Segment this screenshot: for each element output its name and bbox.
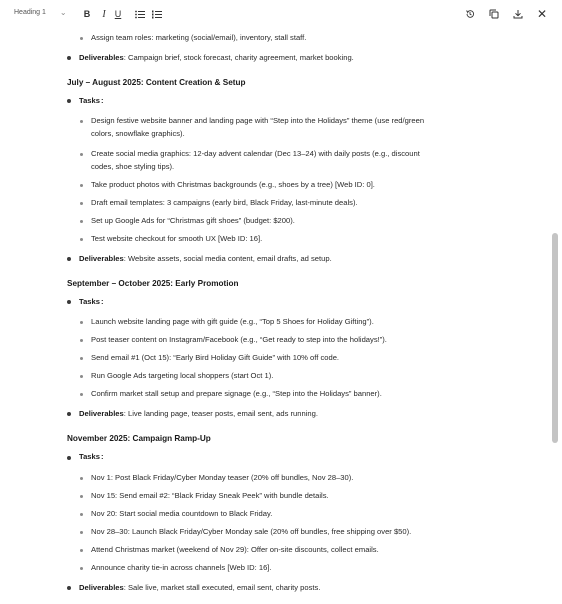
list-item: Assign team roles: marketing (social/email), inventory, stall staff. [91, 33, 307, 42]
tasks-colon: : [101, 297, 104, 306]
download-icon [513, 9, 523, 19]
deliverables-text: : Sale live, market stall executed, email sent, charity posts. [123, 583, 321, 592]
list-item: Attend Christmas market (weekend of Nov 29): Offer on-site discounts, collect emails. [91, 545, 379, 554]
bullet-icon [80, 153, 83, 156]
deliverables-label: Deliverables [79, 583, 124, 592]
deliverables-line [79, 254, 332, 264]
underline-button[interactable]: U [114, 9, 122, 19]
bulleted-list-button[interactable] [133, 6, 147, 22]
heading-style-value: Heading 1 [14, 9, 46, 16]
copy-button[interactable] [486, 6, 502, 22]
tasks-colon: : [101, 452, 104, 461]
list-item-continuation: colors, snowflake graphics). [91, 129, 185, 138]
list-item: Run Google Ads targeting local shoppers (start Oct 1). [91, 371, 274, 380]
bullet-icon [80, 321, 83, 324]
list-item: Nov 15: Send email #2: “Black Friday Sneak Peek” with bundle details. [91, 491, 329, 500]
scrollbar-thumb[interactable] [552, 233, 558, 443]
bullet-icon [67, 257, 71, 261]
close-button[interactable]: ✕ [536, 7, 548, 21]
list-item: Set up Google Ads for “Christmas gift shoes” (budget: $200). [91, 216, 295, 225]
deliverables-label: Deliverables [79, 254, 124, 263]
bullet-icon [80, 393, 83, 396]
heading-style-select[interactable] [14, 8, 67, 17]
bullet-icon [80, 375, 83, 378]
list-item: Nov 1: Post Black Friday/Cyber Monday teaser (20% off bundles, Nov 28–30). [91, 473, 354, 482]
bullet-icon [80, 37, 83, 40]
bullet-icon [80, 339, 83, 342]
list-item: Take product photos with Christmas backgrounds (e.g., shoes by a tree) [Web ID: 0]. [91, 180, 375, 189]
bullet-icon [67, 456, 71, 460]
numbered-list-icon [152, 10, 162, 19]
numbered-list-button[interactable] [150, 6, 164, 22]
list-item: Create social media graphics: 12-day advent calendar (Dec 13–24) with daily posts (e.g., discount [91, 149, 420, 158]
list-item: Post teaser content on Instagram/Facebook (e.g., “Get ready to step into the holidays!”). [91, 335, 387, 344]
deliverables-label: Deliverables [79, 409, 124, 418]
bullet-icon [80, 513, 83, 516]
bullet-icon [67, 586, 71, 590]
bullet-icon [67, 56, 71, 60]
deliverables-label: Deliverables [79, 53, 124, 62]
bold-button[interactable]: B [83, 9, 91, 19]
list-item: Launch website landing page with gift guide (e.g., “Top 5 Shoes for Holiday Gifting”). [91, 317, 374, 326]
italic-button[interactable]: I [102, 8, 106, 20]
list-item: Send email #1 (Oct 15): “Early Bird Holiday Gift Guide” with 10% off code. [91, 353, 340, 362]
deliverables-text: : Live landing page, teaser posts, email sent, ads running. [123, 409, 318, 418]
bullet-icon [80, 120, 83, 123]
chevron-down-icon: ⌄ [59, 8, 67, 17]
bullet-icon [80, 549, 83, 552]
bullet-icon [80, 495, 83, 498]
tasks-label: Tasks [79, 96, 100, 105]
document-body [0, 26, 550, 604]
list-item: Draft email templates: 3 campaigns (early bird, Black Friday, last-minute deals). [91, 198, 358, 207]
bullet-icon [80, 567, 83, 570]
deliverables-line [79, 53, 354, 63]
deliverables-text: : Campaign brief, stock forecast, charity agreement, market booking. [123, 53, 354, 62]
bulleted-list-icon [135, 10, 145, 19]
bullet-icon [80, 531, 83, 534]
list-item: Design festive website banner and landing page with “Step into the Holidays” theme (use red/green [91, 116, 425, 125]
bullet-icon [80, 220, 83, 223]
list-item: Confirm market stall setup and prepare signage (e.g., “Step into the Holidays” banner). [91, 389, 382, 398]
tasks-label: Tasks [79, 297, 100, 306]
section-heading: July – August 2025: Content Creation & Setup [67, 78, 246, 87]
list-item-continuation: codes, shoe styling tips). [91, 162, 175, 171]
deliverables-line [79, 409, 318, 419]
tasks-colon: : [101, 96, 104, 105]
list-item: Announce charity tie-in across channels [Web ID: 16]. [91, 563, 272, 572]
list-item: Nov 20: Start social media countdown to Black Friday. [91, 509, 273, 518]
section-heading: November 2025: Campaign Ramp-Up [67, 434, 211, 443]
bullet-icon [80, 357, 83, 360]
bullet-icon [67, 99, 71, 103]
download-button[interactable] [510, 6, 526, 22]
section-heading: September – October 2025: Early Promotion [67, 279, 239, 288]
history-icon [465, 9, 475, 19]
bullet-icon [80, 202, 83, 205]
copy-icon [489, 9, 499, 19]
list-item: Test website checkout for smooth UX [Web ID: 16]. [91, 234, 263, 243]
bullet-icon [80, 238, 83, 241]
tasks-label: Tasks [79, 452, 100, 461]
bullet-icon [80, 477, 83, 480]
history-button[interactable] [462, 6, 478, 22]
bullet-icon [67, 300, 71, 304]
deliverables-text: : Website assets, social media content, email drafts, ad setup. [123, 254, 332, 263]
bullet-icon [67, 412, 71, 416]
bullet-icon [80, 184, 83, 187]
list-item: Nov 28–30: Launch Black Friday/Cyber Monday sale (20% off bundles, free shipping over $50). [91, 527, 412, 536]
deliverables-line [79, 583, 320, 593]
